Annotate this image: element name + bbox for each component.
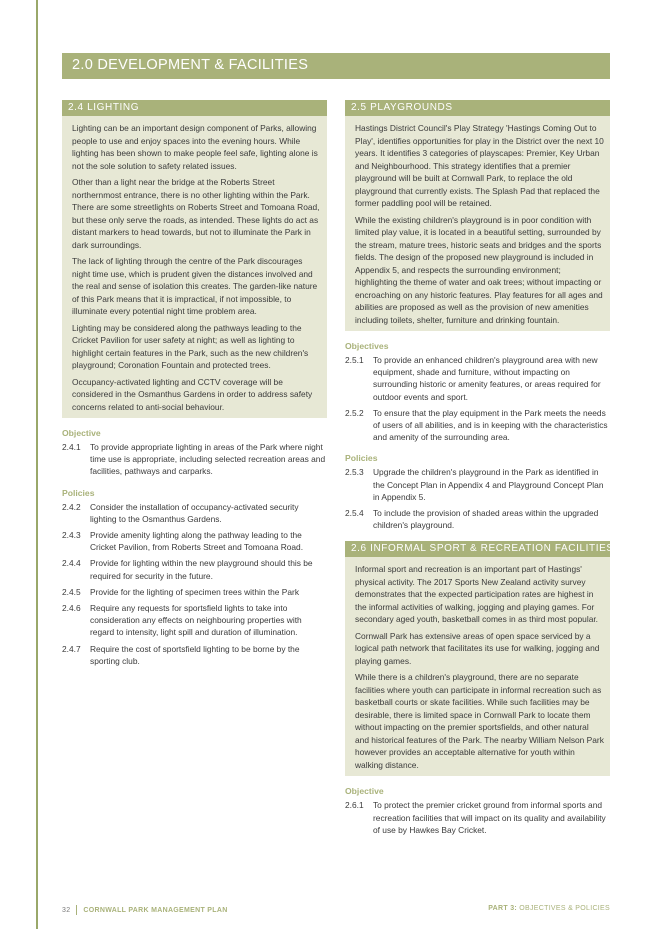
list-item bbox=[345, 407, 610, 444]
item-text: Upgrade the children's playground in the Park as identified in the Concept Plan in Appendix 4 and Playground Concept Plan in Appendix 5. bbox=[373, 467, 604, 502]
item-number: 2.5.3 bbox=[345, 467, 364, 478]
list-item bbox=[62, 602, 327, 639]
item-text: Require any requests for sportsfield lights to take into consideration any effects on neighbouring properties with regard to intensity, light spill and duration of illumination. bbox=[90, 603, 302, 638]
page-footer bbox=[62, 905, 610, 915]
paragraph: Informal sport and recreation is an important part of Hastings' physical activity. The 2017 Sports New Zealand activity survey demonstrates that the expected participation rates are highest in the informal activities of walking, jogging and playing games. For secondary aged youth, basketball comes in as third most popular. bbox=[355, 564, 599, 625]
list-item bbox=[62, 557, 327, 581]
policies-label: Policies bbox=[62, 487, 95, 498]
footer-divider bbox=[76, 905, 77, 915]
item-number: 2.4.1 bbox=[62, 442, 81, 452]
list-item bbox=[62, 529, 327, 553]
left-column bbox=[62, 100, 327, 671]
page-margin-rule bbox=[36, 0, 38, 929]
paragraph: The lack of lighting through the centre of the Park discourages night time use, which is prudent given the distances involved and the real and sense of isolation this creates. The garden-like nature of this Park means that it is impractical, if not impossible, to illuminate every potential night time problem area. bbox=[72, 256, 318, 316]
item-text: To provide appropriate lighting in areas of the Park where night time use is appropriate, including selected recreation areas and facilities, pathways and carparks. bbox=[90, 442, 326, 477]
item-text: Provide for lighting within the new playground should this be required for security in the future. bbox=[90, 558, 313, 581]
item-number: 2.5.1 bbox=[345, 355, 364, 365]
part-title: OBJECTIVES & POLICIES bbox=[517, 905, 610, 912]
list-item bbox=[345, 466, 610, 503]
item-text: To ensure that the play equipment in the Park meets the needs of users of all abilities, and is in keeping with the characteristics and amenity of the surrounding area. bbox=[373, 407, 608, 443]
right-column bbox=[345, 100, 614, 840]
lighting-heading: 2.4 LIGHTING bbox=[62, 100, 327, 116]
list-item bbox=[345, 507, 610, 531]
page-number: 32 bbox=[62, 906, 71, 914]
paragraph: While there is a children's playground, there are no separate facilities where youth can participate in informal recreation such as basketball courts or skate facilities. While such facilities may be desirable, there is limited space in Cornwall Park to locate them without impacting on the premier sportsfields, and other natural and historical features of the Park. The nearby William Nelson Park however provides an acceptable alternative for youth within walking distance. bbox=[355, 672, 604, 770]
paragraph: Lighting may be considered along the pathways leading to the Cricket Pavilion for user safety at night; as well as lighting to highlight certain features in the Park, such as the new children's playground; Coronation Fountain and protected trees. bbox=[72, 322, 309, 370]
paragraph: Lighting can be an important design component of Parks, allowing people to use and enjoy spaces into the evening hours. While lighting has been shown to make people feel safe, lighting alone is not the sole solution to safety related issues. bbox=[72, 123, 318, 171]
item-number: 2.4.2 bbox=[62, 501, 81, 512]
informal-recreation-heading: 2.6 INFORMAL SPORT & RECREATION FACILITIES bbox=[345, 541, 610, 557]
paragraph: Cornwall Park has extensive areas of open space serviced by a logical path network that facilitates its use for walking, jogging and playing games. bbox=[355, 630, 600, 666]
item-number: 2.4.6 bbox=[62, 603, 81, 614]
item-text: Provide for the lighting of specimen trees within the Park bbox=[90, 586, 300, 597]
item-text: To protect the premier cricket ground from informal sports and recreation facilities that will impact on its quality and availability of use by Hawkes Bay Cricket. bbox=[373, 800, 606, 835]
playgrounds-text-box bbox=[345, 116, 610, 331]
part-label: PART 3: bbox=[488, 905, 518, 912]
informal-recreation-text-box bbox=[345, 557, 610, 776]
item-text: Require the cost of sportsfield lighting to be borne by the sporting club. bbox=[90, 643, 300, 666]
objective-label: Objective bbox=[345, 786, 384, 797]
item-text: To include the provision of shaded areas within the upgraded children's playground. bbox=[373, 508, 599, 531]
document-title: CORNWALL PARK MANAGEMENT PLAN bbox=[83, 906, 228, 914]
section-banner: 2.0 DEVELOPMENT & FACILITIES bbox=[62, 53, 610, 79]
item-number: 2.4.3 bbox=[62, 530, 81, 541]
list-item bbox=[345, 354, 610, 403]
item-text: To provide an enhanced children's playground area with new equipment, shade and furniture, without impacting on surrounding historic or amenity features, or areas required for outdoor events and sport. bbox=[373, 355, 601, 402]
playgrounds-heading: 2.5 PLAYGROUNDS bbox=[345, 100, 610, 116]
policies-label: Policies bbox=[345, 453, 378, 464]
objectives-label: Objectives bbox=[345, 341, 389, 351]
item-number: 2.5.2 bbox=[345, 407, 364, 418]
paragraph: Hastings District Council's Play Strategy 'Hastings Coming Out to Play', identifies opportunities for play in the District over the next 10 years. It identifies 3 categories of playscapes: Premier, Key Urban and Neighbourhood. This strategy identifies that a premier playground will be built at Cornwall Park, to replace the old playground that currently exists. The Splash Pad that replaced the former paddling pool will be retained. bbox=[355, 123, 604, 208]
lighting-text-box bbox=[62, 116, 327, 418]
list-item bbox=[62, 643, 327, 667]
part-label-group bbox=[488, 905, 610, 912]
item-number: 2.4.5 bbox=[62, 586, 81, 597]
list-item bbox=[345, 799, 610, 836]
item-text: Consider the installation of occupancy-activated security lighting to the Osmanthus Gardens. bbox=[90, 501, 299, 524]
item-number: 2.5.4 bbox=[345, 508, 364, 519]
item-number: 2.6.1 bbox=[345, 800, 364, 811]
paragraph: Occupancy-activated lighting and CCTV coverage will be considered in the Osmanthus Gardens in order to address safety concerns related to anti-social behaviour. bbox=[72, 376, 313, 412]
objective-label: Objective bbox=[62, 428, 101, 438]
paragraph: While the existing children's playground is in poor condition with limited play value, it is located in a beautiful setting, surrounded by the stream, mature trees, historic seats and bridges and the sports fields. The design of the proposed new playground is included in Appendix 5, and respects the surrounding environment; highlighting the theme of water and oak trees; without impacting or encroaching on any historic features. Play features for all ages and abilities are proposed as well as the provision of new amenities including toilets, shelter, furniture and drinking fountain. bbox=[355, 214, 603, 325]
list-item bbox=[62, 441, 327, 478]
item-number: 2.4.4 bbox=[62, 558, 81, 569]
item-text: Provide amenity lighting along the pathway leading to the Cricket Pavilion, from Roberts Street and Tomoana Road. bbox=[90, 530, 304, 553]
item-number: 2.4.7 bbox=[62, 643, 81, 654]
paragraph: Other than a light near the bridge at the Roberts Street northernmost entrance, there is no other lighting within the Park. There are some streetlights on Roberts Street and Tomoana Road, but these only serve the roads, as intended. These lights do act as distant markers to head towards, but not to illuminate the Park in dark surroundings. bbox=[72, 177, 320, 250]
list-item bbox=[62, 586, 327, 598]
list-item bbox=[62, 501, 327, 525]
